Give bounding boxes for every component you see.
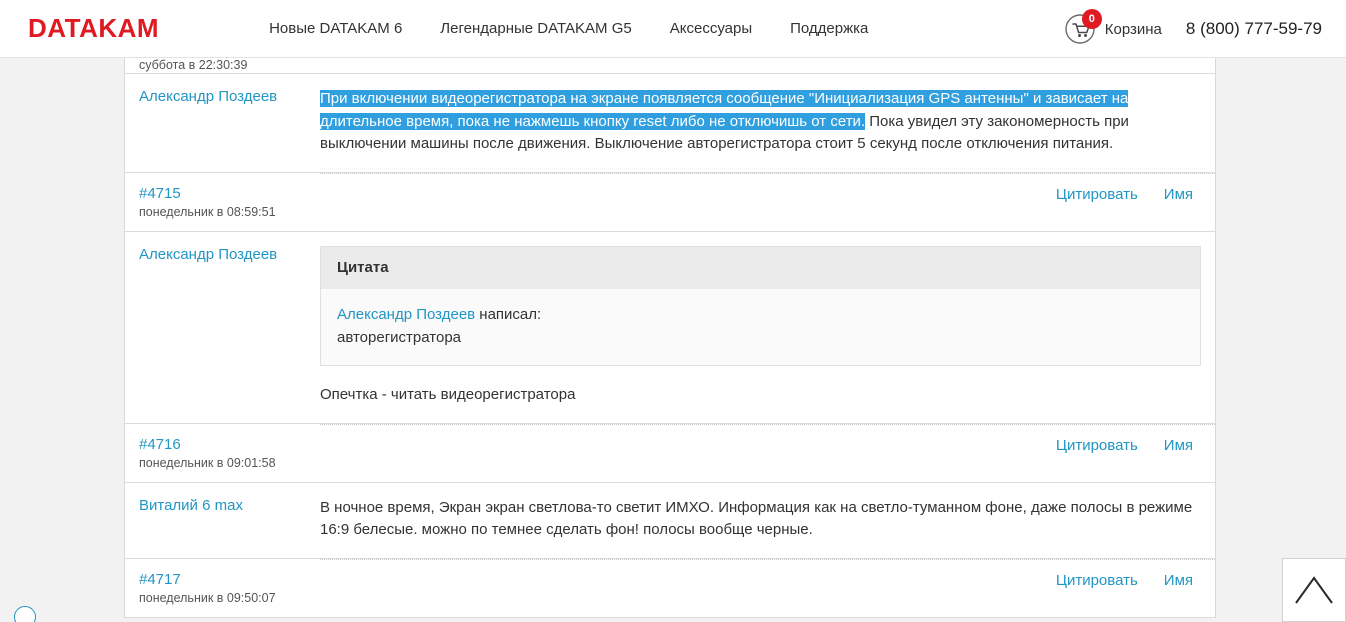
scroll-to-top-button[interactable] [1282, 558, 1346, 622]
contact-phone[interactable]: 8 (800) 777-59-79 [1185, 19, 1322, 38]
cart-count-badge: 0 [1082, 9, 1102, 29]
post-content [320, 74, 1215, 172]
post-timestamp: понедельник в 08:59:51 [139, 204, 276, 219]
forum-post [125, 74, 1215, 173]
post-text-rest: Пока увидел эту закономерность при выключении машины после движения. Выключение авторегистратора стоит 5 секунд после отключения питания. [320, 112, 1129, 152]
nav-item-accessories[interactable]: Аксессуары [669, 20, 753, 37]
post-number-link[interactable]: #4717 [139, 570, 181, 588]
post-number-link[interactable]: #4716 [139, 435, 181, 453]
quote-text: авторегистратора [337, 329, 462, 346]
post-timestamp: понедельник в 09:01:58 [139, 455, 276, 470]
post-author [125, 74, 320, 172]
main-navigation [269, 20, 868, 37]
post-number-link[interactable]: #4715 [139, 184, 181, 202]
post-meta [125, 424, 320, 482]
cart-button[interactable] [1064, 14, 1162, 44]
quote-title: Цитата [321, 247, 1200, 290]
help-widget-icon[interactable] [14, 606, 36, 622]
quote-author-link[interactable]: Александр Поздеев [337, 306, 476, 323]
post-actions [320, 424, 1215, 466]
name-action[interactable]: Имя [1163, 436, 1193, 454]
post-actions [320, 559, 1215, 601]
nav-item-datakam-g5[interactable]: Легендарные DATAKAM G5 [440, 20, 632, 37]
forum-post [125, 232, 1215, 424]
nav-item-datakam6[interactable]: Новые DATAKAM 6 [269, 20, 403, 37]
quote-action[interactable]: Цитировать [1055, 571, 1138, 589]
partial-post-time: суббота в 22:30:39 [125, 58, 1215, 74]
post-timestamp: понедельник в 09:50:07 [139, 590, 276, 605]
quote-wrote-label: написал: [475, 306, 542, 323]
page-body [0, 58, 1346, 622]
post-footer [125, 424, 1215, 483]
post-meta [125, 559, 320, 617]
post-text: В ночное время, Экран экран светлова-то светит ИМХО. Информация как на светло-туманном фоне, даже полосы в режиме 16:9 белесые. можно по темнее сделать фон! полосы вообще черные. [320, 498, 1193, 538]
post-author [125, 483, 320, 558]
site-logo[interactable]: DATAKAM [28, 13, 160, 43]
quote-action[interactable]: Цитировать [1055, 436, 1138, 454]
name-action[interactable]: Имя [1163, 571, 1193, 589]
post-content [320, 483, 1215, 558]
post-text-highlighted: При включении видеорегистратора на экране появляется сообщение "Инициализация GPS антенны" и зависает на длительное время, пока не нажмешь кнопку reset либо не отключишь от сети. [320, 90, 1129, 130]
site-header [0, 0, 1346, 58]
name-action[interactable]: Имя [1163, 185, 1193, 203]
post-author-link[interactable]: Александр Поздеев [139, 245, 278, 263]
quote-content [321, 289, 1200, 365]
post-author [125, 232, 320, 423]
post-meta [125, 173, 320, 231]
post-actions [320, 173, 1215, 215]
forum-post [125, 483, 1215, 559]
cart-label: Корзина [1104, 20, 1162, 38]
post-content [320, 232, 1223, 423]
post-author-link[interactable]: Александр Поздеев [139, 88, 278, 105]
shopping-cart-icon [1064, 14, 1096, 44]
forum-thread [124, 58, 1216, 618]
nav-item-support[interactable]: Поддержка [790, 20, 869, 37]
post-footer [125, 173, 1215, 232]
header-right-area [1064, 0, 1322, 58]
quote-block [320, 246, 1201, 367]
post-text: Опечтка - читать видеорегистратора [320, 386, 576, 403]
post-author-link[interactable]: Виталий 6 max [139, 496, 243, 514]
chevron-up-icon [1292, 573, 1336, 607]
quote-action[interactable]: Цитировать [1055, 185, 1138, 203]
post-footer [125, 559, 1215, 618]
